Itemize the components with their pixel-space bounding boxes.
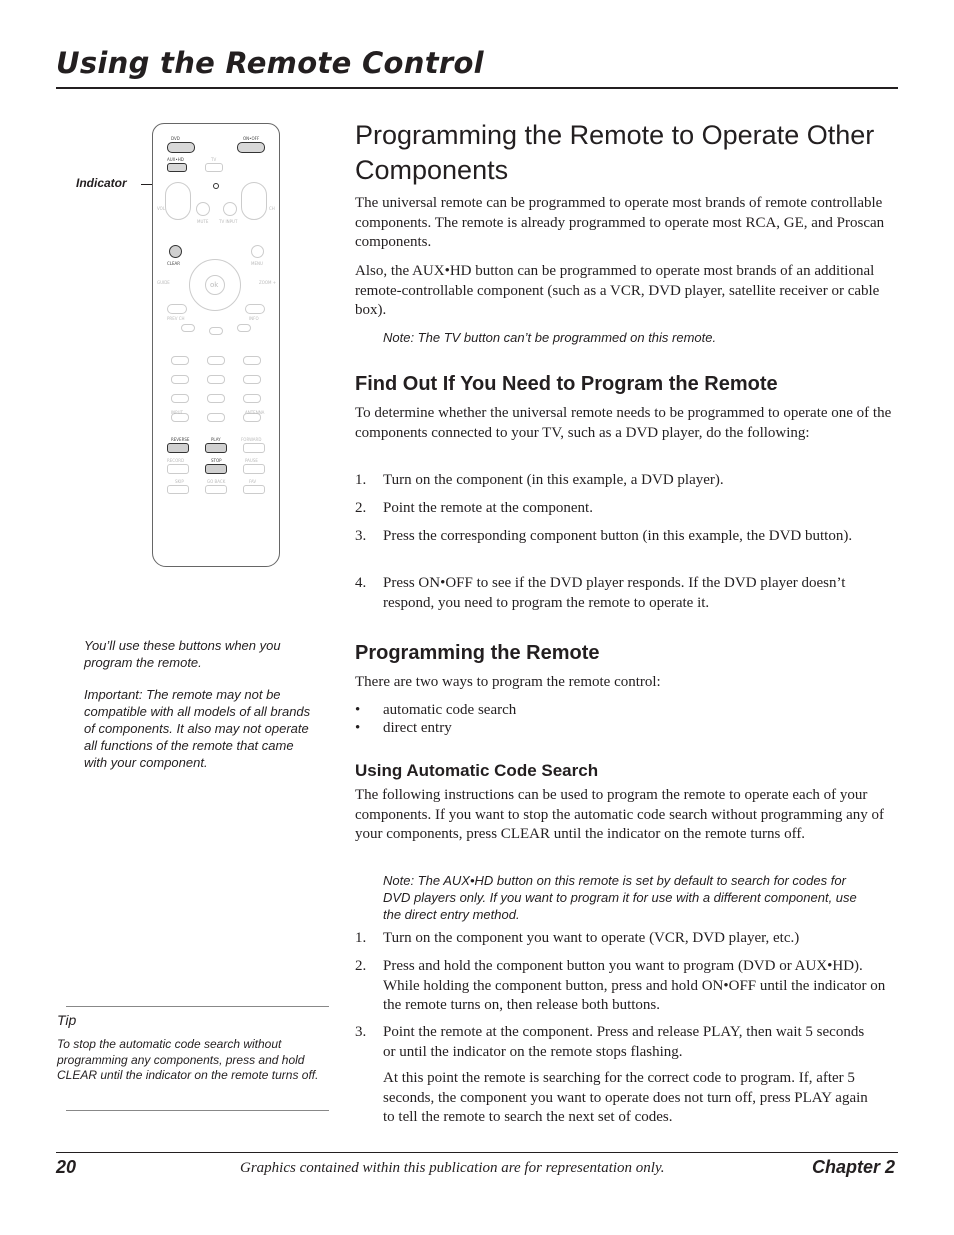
remote-clear-button — [169, 245, 182, 258]
remote-mute-button — [196, 202, 210, 216]
programming-bullet-1 — [355, 701, 900, 721]
step-number: 2. — [355, 958, 367, 974]
remote-label-dvd: DVD — [171, 136, 180, 141]
bullet-text: direct entry — [383, 720, 452, 736]
intro-paragraph-1: The universal remote can be programmed to operate most brands of remote controllable components. The remote is already programmed to operate most RCA, GE, and Proscan components. — [355, 195, 885, 250]
step-text: Point the remote at the component. — [383, 500, 593, 516]
remote-fav-button — [243, 485, 265, 494]
tip-top-rule — [66, 1006, 329, 1007]
remote-label-record: RECORD — [167, 458, 185, 463]
indicator-label: Indicator — [76, 176, 127, 190]
remote-label-go-back: GO BACK — [207, 479, 226, 484]
step-text: Press the corresponding component button (in this example, the DVD button). — [383, 528, 853, 544]
auto-search-step-3 — [355, 1023, 900, 1063]
remote-small-button-left — [181, 324, 195, 332]
remote-label-tv: TV — [211, 157, 217, 162]
remote-on-off-button — [237, 142, 265, 153]
remote-label-skip: SKIP — [175, 479, 184, 484]
footer-rule — [56, 1152, 898, 1153]
tip-title: Tip — [57, 1012, 77, 1028]
auto-search-note: Note: The AUX•HD button on this remote is set by default to search for codes for DVD players only. If you want to program it for use with a different component, use the direct entry method. — [383, 873, 857, 922]
find-out-step-3 — [355, 527, 900, 567]
remote-small-button-right — [237, 324, 251, 332]
remote-stop-button — [205, 464, 227, 474]
step-number: 3. — [355, 528, 367, 544]
remote-key-9 — [243, 394, 261, 403]
remote-label-play: PLAY — [211, 437, 221, 442]
programming-heading: Programming the Remote — [355, 642, 600, 664]
remote-aux-hd-button — [167, 163, 187, 172]
auto-search-intro: The following instructions can be used to program the remote to operate each of your components. If you want to stop the automatic code search without programming any of your components, press CLEAR until the indicator on the remote turns off. — [355, 787, 885, 842]
bullet-mark: • — [355, 720, 361, 736]
programming-intro: There are two ways to program the remote control: — [355, 674, 661, 690]
remote-play-button — [205, 443, 227, 453]
remote-ch-rocker — [241, 182, 267, 220]
remote-key-4 — [171, 375, 189, 384]
remote-label-stop: STOP — [211, 458, 222, 463]
remote-menu-button — [251, 245, 264, 258]
tip-text: To stop the automatic code search without programming any components, press and hold CLEAR until the indicator on the remote turns off. — [57, 1037, 319, 1082]
find-out-step-2 — [355, 499, 900, 519]
sidebar-note-important: Important: The remote may not be compatible with all models of all brands of components. It also may not operate all functions of the remote that came with your component. — [84, 687, 311, 770]
remote-label-menu: MENU — [251, 261, 263, 266]
remote-tv-input-button — [223, 202, 237, 216]
step-number: 1. — [355, 472, 367, 488]
remote-record-button — [167, 464, 189, 474]
remote-key-1 — [171, 356, 189, 365]
remote-key-7 — [171, 394, 189, 403]
remote-label-info: INFO — [249, 316, 259, 321]
find-out-step-4 — [355, 574, 900, 614]
remote-illustration — [152, 123, 280, 567]
find-out-step-1 — [355, 471, 900, 491]
bullet-text: automatic code search — [383, 702, 517, 718]
page-number: 20 — [56, 1157, 77, 1177]
step-text: Turn on the component you want to operate (VCR, DVD player, etc.) — [383, 930, 800, 946]
remote-key-3 — [243, 356, 261, 365]
header-title: Using the Remote Control — [56, 46, 484, 80]
auto-search-heading: Using Automatic Code Search — [355, 761, 599, 780]
intro-paragraph-2: Also, the AUX•HD button can be programmed to operate most brands of an additional remote-controllable component (such as a VCR, DVD player, satellite receiver or cable box). — [355, 263, 880, 318]
sidebar-note-buttons: You’ll use these buttons when you program the remote. — [84, 638, 281, 670]
tip-bottom-rule — [66, 1110, 329, 1111]
remote-small-button-mid — [209, 327, 223, 335]
auto-search-step-2 — [355, 957, 900, 1017]
auto-search-step-3-continued: At this point the remote is searching for the correct code to program. If, after 5 seconds, the component you want to operate does not turn off, press PLAY again to tell the remote to search the next set of codes. — [383, 1070, 868, 1125]
remote-key-8 — [207, 394, 225, 403]
remote-label-reverse: REVERSE — [171, 437, 190, 442]
step-number: 2. — [355, 500, 367, 516]
remote-label-mute: MUTE — [197, 219, 209, 224]
auto-search-step-1 — [355, 929, 900, 949]
remote-label-antenna: ANTENNA — [245, 410, 265, 415]
remote-label-prev-ch: PREV CH — [167, 316, 185, 321]
remote-pause-button — [243, 464, 265, 474]
find-out-intro: To determine whether the universal remote needs to be programmed to operate one of the components connected to your TV, such as a DVD player, do the following: — [355, 405, 892, 441]
remote-label-guide: GUIDE — [157, 280, 170, 285]
find-out-heading: Find Out If You Need to Program the Remote — [355, 373, 778, 395]
remote-forward-button — [243, 443, 265, 453]
remote-key-5 — [207, 375, 225, 384]
remote-vol-rocker — [165, 182, 191, 220]
remote-label-clear: CLEAR — [167, 261, 181, 266]
step-text: Turn on the component (in this example, a DVD player). — [383, 472, 724, 488]
footer-disclaimer: Graphics contained within this publication are for representation only. — [240, 1160, 665, 1176]
chapter-label: Chapter 2 — [812, 1157, 896, 1177]
step-number: 1. — [355, 930, 367, 946]
remote-dvd-button — [167, 142, 195, 153]
remote-info-button — [245, 304, 265, 314]
remote-go-back-button — [205, 485, 227, 494]
remote-label-pause: PAUSE — [245, 458, 258, 463]
header-rule — [56, 87, 898, 89]
remote-skip-button — [167, 485, 189, 494]
step-text: Press ON•OFF to see if the DVD player responds. If the DVD player doesn’t respond, you need to program the remote to operate it. — [383, 575, 846, 611]
remote-indicator-light — [213, 183, 219, 189]
remote-label-zoom: ZOOM + — [259, 280, 277, 285]
remote-label-tv-input: TV INPUT — [219, 219, 238, 224]
remote-reverse-button — [167, 443, 189, 453]
programming-bullet-2 — [355, 719, 900, 739]
step-text: Point the remote at the component. Press and release PLAY, then wait 5 seconds or until the indicator on the remote stops flashing. — [383, 1024, 865, 1060]
remote-prev-ch-button — [167, 304, 187, 314]
remote-label-ok: ok — [210, 281, 219, 289]
bullet-mark: • — [355, 702, 361, 718]
remote-label-fav: FAV — [249, 479, 257, 484]
remote-label-aux-hd: AUX•HD — [167, 157, 184, 162]
remote-label-input: INPUT — [171, 410, 183, 415]
intro-note: Note: The TV button can’t be programmed on this remote. — [383, 330, 717, 345]
remote-label-vol: VOL — [157, 206, 166, 211]
remote-tv-button — [205, 163, 223, 172]
page-title: Programming the Remote to Operate Other Components — [355, 120, 875, 185]
remote-key-0 — [207, 413, 225, 422]
remote-key-6 — [243, 375, 261, 384]
step-number: 4. — [355, 575, 367, 591]
step-text: Press and hold the component button you want to program (DVD or AUX•HD). While holding the component button, press and hold ON•OFF until the indicator on the remote turns on, then release both buttons. — [383, 958, 886, 1013]
remote-key-2 — [207, 356, 225, 365]
remote-label-on-off: ON•OFF — [243, 136, 260, 141]
remote-label-ch: CH — [269, 206, 275, 211]
step-number: 3. — [355, 1024, 367, 1040]
remote-label-forward: FORWARD — [241, 437, 262, 442]
